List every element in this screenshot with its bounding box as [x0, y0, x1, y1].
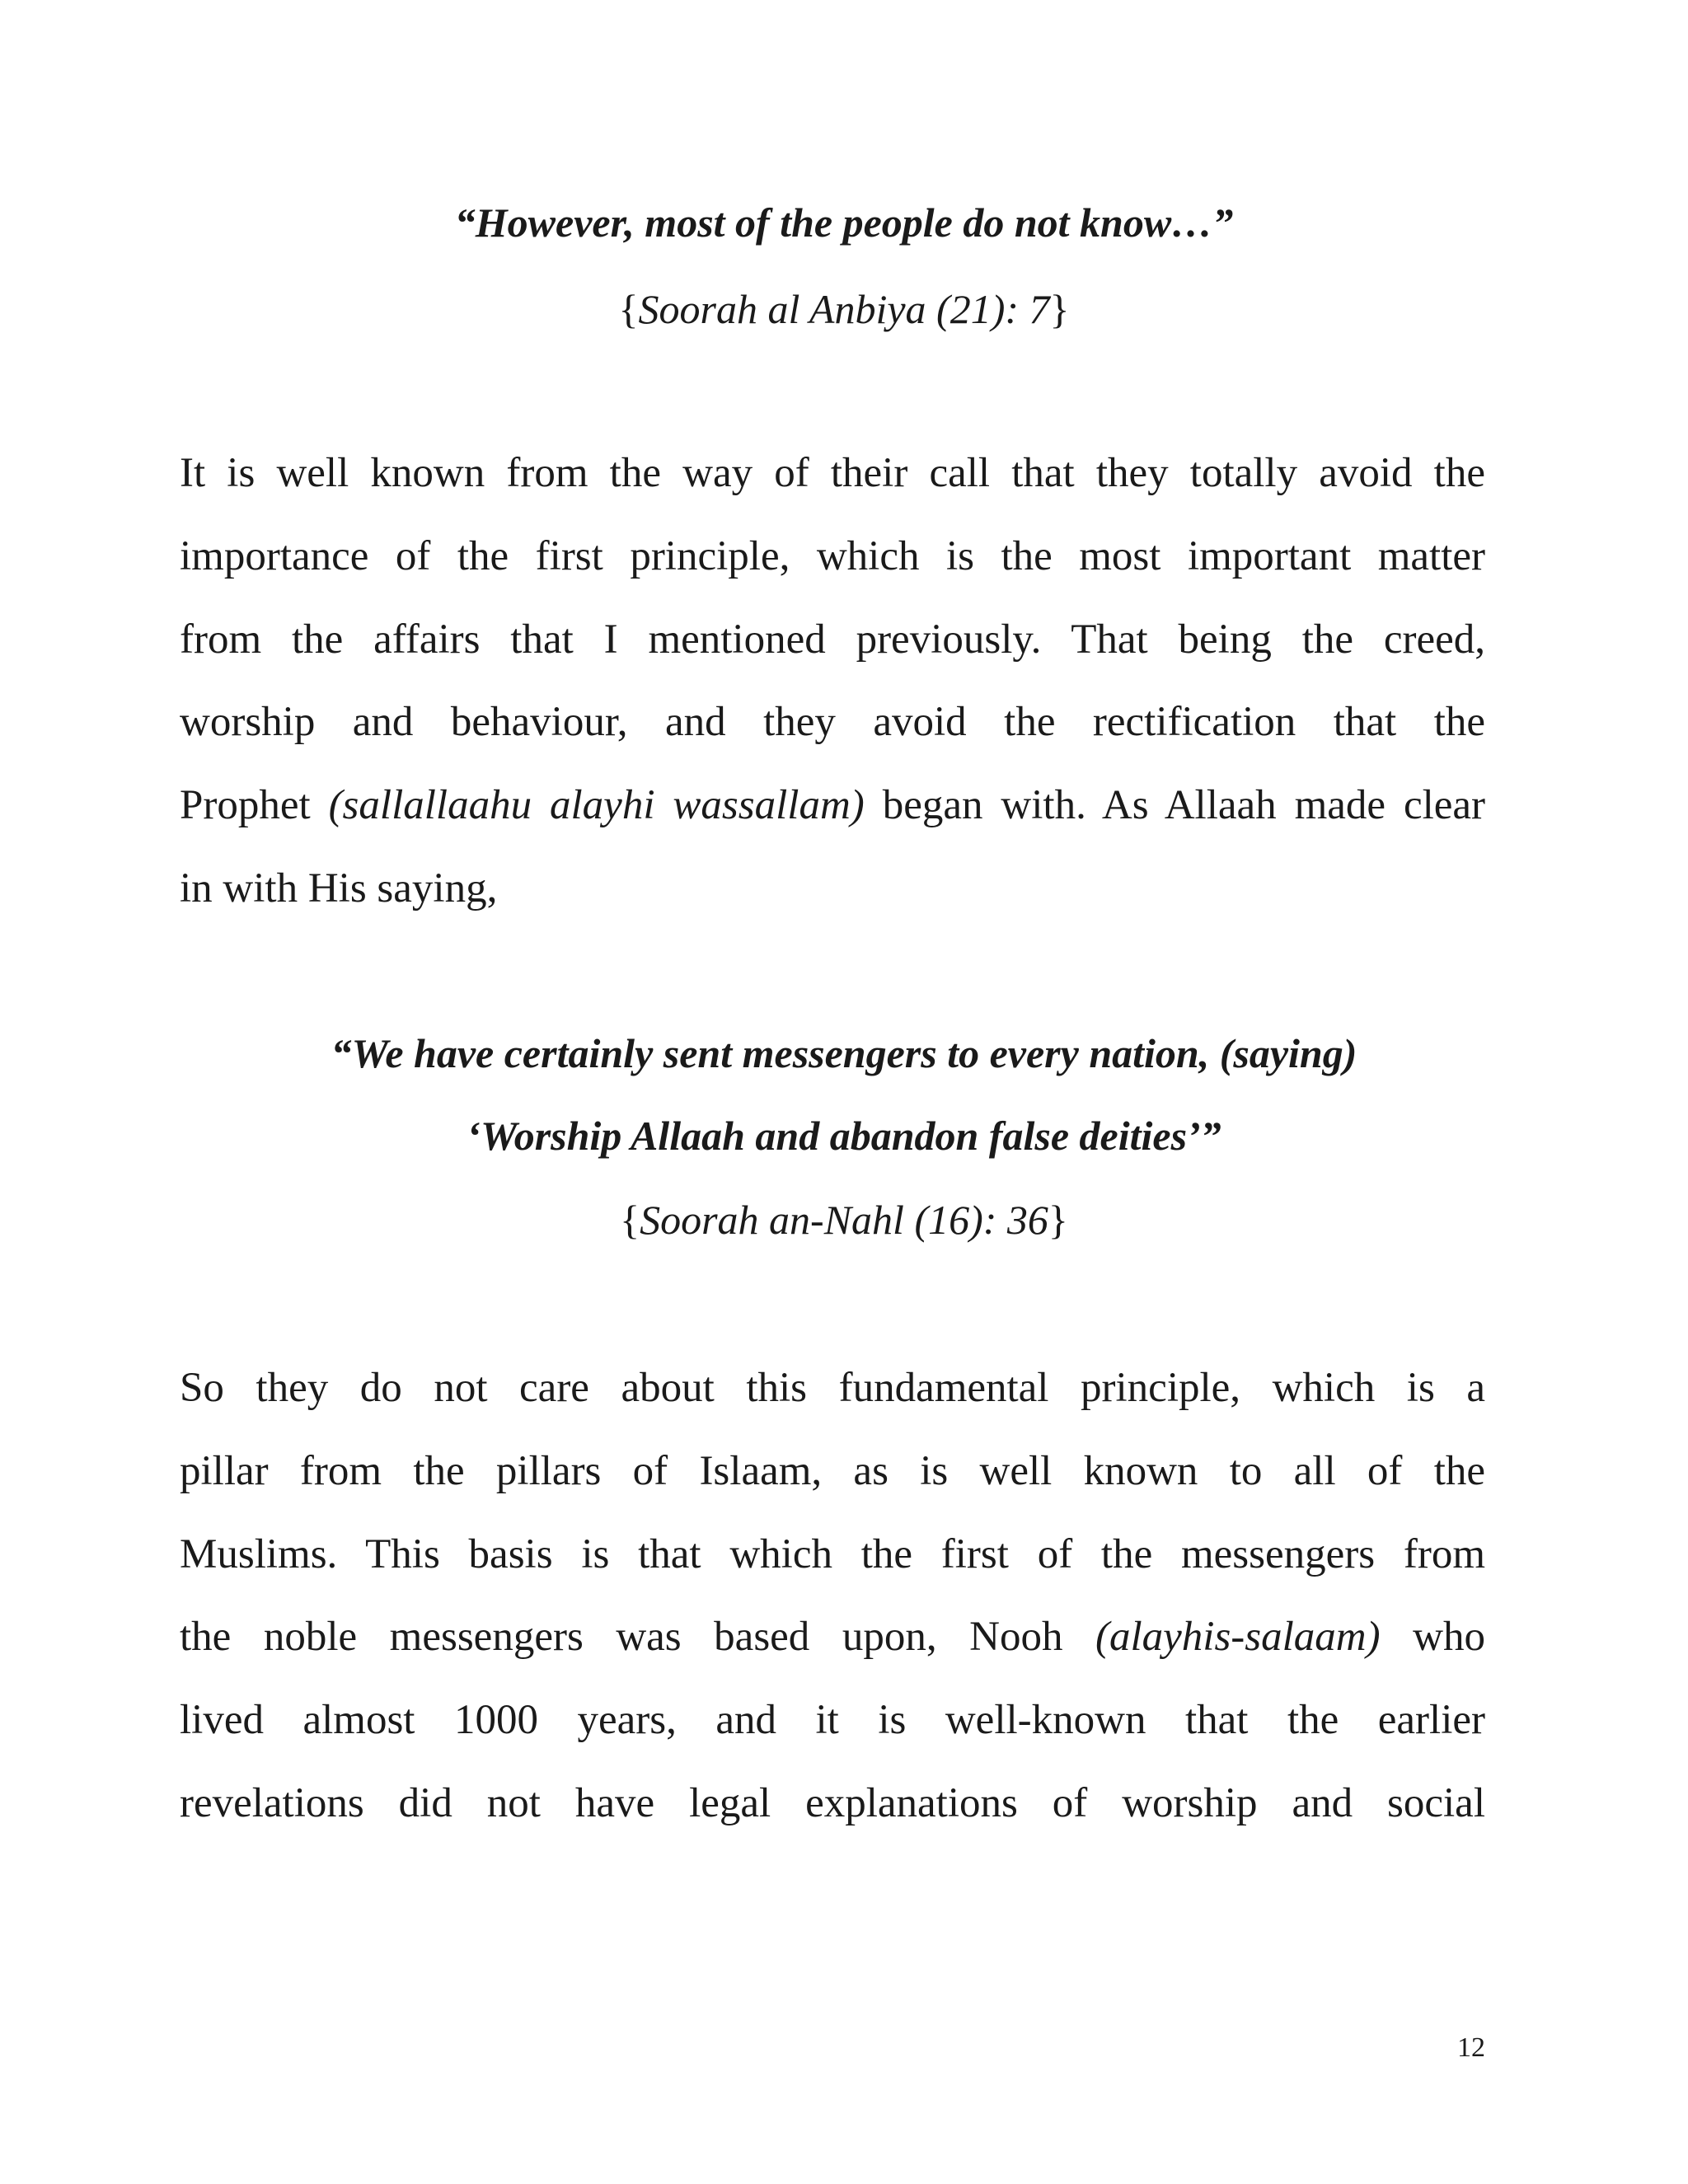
paragraph [180, 1347, 1485, 1845]
paragraph-line: importance of the first principle, which is the most important matter [180, 532, 1485, 579]
quote-reference [0, 1179, 1688, 1261]
paragraph-line [180, 1596, 1485, 1679]
honorific-text: (sallallaahu alayhi wassallam) [328, 782, 865, 829]
text-run: began with. As Allaah made clear [864, 782, 1485, 829]
page-number: 12 [1457, 2032, 1485, 2063]
quote-reference [0, 268, 1688, 350]
quote-text: “However, most of the people do not know…” [454, 199, 1234, 246]
brace-open: { [618, 286, 639, 332]
brace-close: } [1049, 286, 1070, 332]
text-run: the noble messengers was based upon, Nooh [180, 1614, 1095, 1661]
paragraph-line: from the affairs that I mentioned previously. That being the creed, [180, 616, 1485, 663]
paragraph-line: It is well known from the way of their call that they totally avoid the [180, 450, 1485, 496]
paragraph-line [180, 764, 1485, 847]
quote-text-line: ‘Worship Allaah and abandon false deities’” [467, 1113, 1221, 1159]
brace-open: { [620, 1197, 640, 1243]
paragraph-line: So they do not care about this fundamental principle, which is a [180, 1365, 1485, 1411]
paragraph [180, 432, 1485, 930]
paragraph-line: worship and behaviour, and they avoid the rectification that the [180, 699, 1485, 746]
text-run: Prophet [180, 782, 329, 829]
reference-text: Soorah an-Nahl (16): 36 [640, 1197, 1048, 1243]
reference-text: Soorah al Anbiya (21): 7 [638, 286, 1050, 332]
text-run: who [1380, 1614, 1485, 1661]
paragraph-line: pillar from the pillars of Islaam, as is well known to all of the [180, 1447, 1485, 1494]
honorific-text: (alayhis-salaam) [1095, 1614, 1381, 1661]
paragraph-line: lived almost 1000 years, and it is well-known that the earlier [180, 1697, 1485, 1744]
paragraph-line: in with His saying, [180, 865, 498, 912]
brace-close: } [1048, 1197, 1068, 1243]
quote-text-line: “We have certainly sent messengers to every nation, (saying) [331, 1030, 1357, 1076]
paragraph-line: Muslims. This basis is that which the first of the messengers from [180, 1530, 1485, 1577]
paragraph-line: revelations did not have legal explanations of worship and social [180, 1779, 1485, 1826]
